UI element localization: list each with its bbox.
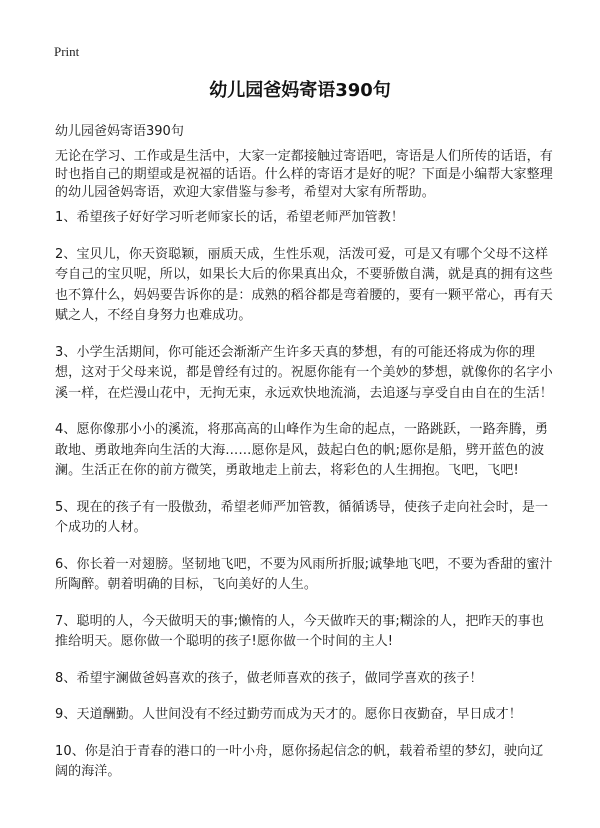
message-item: 10、你是泊于青春的港口的一叶小舟，愿你扬起信念的帆，载着希望的梦幻，驶向辽阔的海洋。 — [55, 743, 544, 779]
document-subtitle: 幼儿园爸妈寄语390句 — [55, 124, 184, 139]
message-item: 3、小学生活期间，你可能还会渐渐产生许多天真的梦想，有的可能还将成为你的理想，这对于父母来说，都是曾经有过的。祝愿你能有一个美妙的梦想，就像你的名字小溪一样，在烂漫山花中，无拘无束，永远欢快地流淌，去追逐与享受自由自在的生活！ — [55, 344, 553, 401]
message-list — [55, 208, 555, 799]
message-item: 4、愿你像那小小的溪流，将那高高的山峰作为生命的起点，一路跳跃，一路奔腾，勇敢地、勇敢地奔向生活的大海……愿你是风，鼓起白色的帆;愿你是船，劈开蓝色的波澜。生活正在你的前方微笑，勇敢地走上前去，将彩色的人生拥抱。飞吧，飞吧! — [55, 422, 549, 478]
message-item: 2、宝贝儿，你天资聪颖，丽质天成，生性乐观，活泼可爱，可是又有哪个父母不这样夸自己的宝贝呢，所以，如果长大后的你果真出众，不要骄傲自满，就是真的拥有这些也不算什么，妈妈要告诉你的是：成熟的稻谷都是弯着腰的，要有一颗平常心，再有天赋之人，不经自身努力也难成功。 — [55, 246, 553, 323]
message-item: 5、现在的孩子有一股傲劲，希望老师严加管教，循循诱导，使孩子走向社会时，是一个成功的人材。 — [55, 499, 549, 535]
message-item: 6、你长着一对翅膀。坚韧地飞吧，不要为风雨所折服;诚挚地飞吧，不要为香甜的蜜汁所陶醉。朝着明确的目标，飞向美好的人生。 — [55, 556, 553, 592]
intro-paragraph: 无论在学习、工作或是生活中，大家一定都接触过寄语吧，寄语是人们所传的话语，有时也指自己的期望或是祝福的话语。什么样的寄语才是好的呢？下面是小编帮大家整理的幼儿园爸妈寄语，欢迎大家借鉴与参考，希望对大家有所帮助。 — [55, 149, 553, 200]
message-item: 7、聪明的人，今天做明天的事;懒惰的人，今天做昨天的事;糊涂的人，把昨天的事也推给明天。愿你做一个聪明的孩子!愿你做一个时间的主人! — [55, 613, 544, 649]
message-item: 8、希望宇澜做爸妈喜欢的孩子，做老师喜欢的孩子，做同学喜欢的孩子！ — [55, 670, 483, 686]
message-item: 1、希望孩子好好学习听老师家长的话，希望老师严加管教！ — [55, 210, 404, 225]
message-item: 9、天道酬勤。人世间没有不经过勤劳而成为天才的。愿你日夜勤奋，早日成才！ — [55, 707, 522, 722]
page-title: 幼儿园爸妈寄语390句 — [209, 80, 391, 101]
print-link[interactable]: Print — [54, 44, 80, 59]
